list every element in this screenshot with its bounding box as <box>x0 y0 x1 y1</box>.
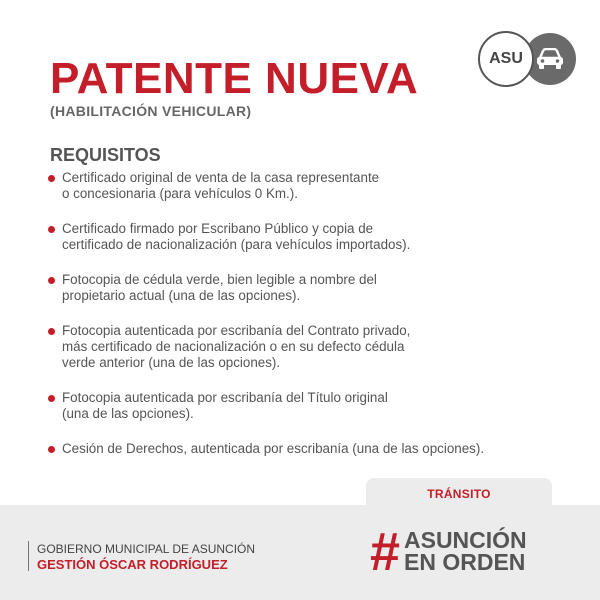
requirements-heading: REQUISITOS <box>50 145 161 165</box>
requirement-item <box>48 221 548 253</box>
slogan-hash: # <box>370 522 401 582</box>
bullet-icon <box>48 277 55 284</box>
slogan-logo <box>370 522 550 582</box>
requirement-text: Cesión de Derechos, autenticada por escribanía (una de las opciones). <box>62 441 485 456</box>
bullet-icon <box>48 175 55 182</box>
government-name: GOBIERNO MUNICIPAL DE ASUNCIÓN <box>37 542 256 556</box>
page-title: PATENTE NUEVA <box>50 54 419 103</box>
slogan-line-1: ASUNCIÓN <box>404 527 527 553</box>
requirements-list <box>48 170 548 476</box>
asu-label: ASU <box>478 31 534 87</box>
requirement-text: Fotocopia de cédula verde, bien legible a nombre del propietario actual (una de las opciones). <box>62 272 377 303</box>
bullet-icon <box>48 226 55 233</box>
category-tab-label: TRÁNSITO <box>427 487 491 501</box>
requirement-item <box>48 390 548 422</box>
requirement-item <box>48 170 548 202</box>
footer <box>0 505 600 600</box>
requirement-item <box>48 441 548 457</box>
requirement-text: Fotocopia autenticada por escribanía del Contrato privado, más certificado de nacionalización o en su defecto cédula verde anterior (una de las opciones). <box>62 323 411 370</box>
bullet-icon <box>48 395 55 402</box>
requirement-text: Certificado original de venta de la casa representante o concesionaria (para vehículos 0 Km.). <box>62 170 380 201</box>
requirement-item <box>48 323 548 371</box>
bullet-icon <box>48 328 55 335</box>
slogan-line-2: EN ORDEN <box>404 549 526 575</box>
asu-badge <box>478 31 576 87</box>
bullet-icon <box>48 446 55 453</box>
requirement-item <box>48 272 548 304</box>
requirement-text: Certificado firmado por Escribano Público y copia de certificado de nacionalización (para vehículos importados). <box>62 221 411 252</box>
footer-divider <box>28 541 29 571</box>
administration-name: GESTIÓN ÓSCAR RODRÍGUEZ <box>37 557 228 572</box>
requirement-text: Fotocopia autenticada por escribanía del Título original (una de las opciones). <box>62 390 388 421</box>
page-subtitle: (HABILITACIÓN VEHICULAR) <box>50 103 252 119</box>
